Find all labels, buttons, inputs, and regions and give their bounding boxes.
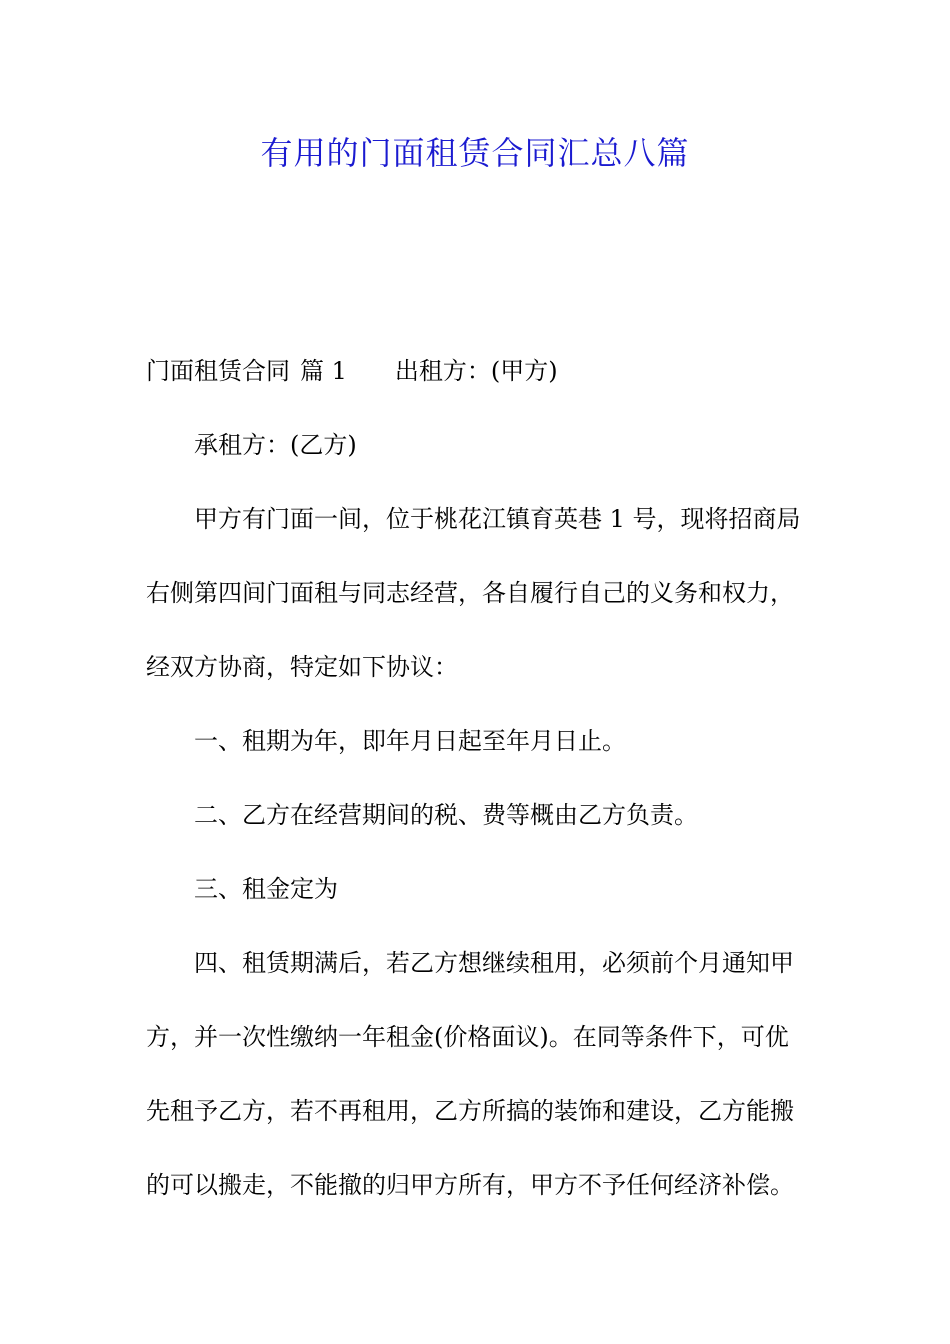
document-title: 有用的门面租赁合同汇总八篇 <box>260 134 690 172</box>
section-heading: 门面租赁合同 <box>146 357 290 385</box>
clause-line: 二、乙方在经营期间的税、费等概由乙方负责。 <box>194 801 698 829</box>
lessor-label: 出租方：(甲方) <box>394 357 558 385</box>
lessee-label: 承租方：(乙方) <box>194 431 357 459</box>
clause-line: 方，并一次性缴纳一年租金(价格面议)。在同等条件下，可优 <box>146 1023 789 1051</box>
clause-line: 四、租赁期满后，若乙方想继续租用，必须前个月通知甲 <box>194 949 794 977</box>
paragraph-line: 右侧第四间门面租与同志经营，各自履行自己的义务和权力， <box>146 579 794 607</box>
paragraph-line: 甲方有门面一间，位于桃花江镇育英巷 1 号，现将招商局 <box>194 505 801 533</box>
clause-line: 的可以搬走，不能撤的归甲方所有，甲方不予任何经济补偿。 <box>146 1171 794 1199</box>
clause-line: 三、租金定为 <box>194 875 338 903</box>
clause-line: 一、租期为年，即年月日起至年月日止。 <box>194 727 626 755</box>
clause-line: 先租予乙方，若不再租用，乙方所搞的装饰和建设，乙方能搬 <box>146 1097 794 1125</box>
document-body <box>146 334 816 1222</box>
section-heading-line <box>146 334 816 408</box>
lessee-line <box>146 408 816 482</box>
section-number: 篇 1 <box>300 357 347 385</box>
paragraph-line: 经双方协商，特定如下协议： <box>146 653 458 681</box>
